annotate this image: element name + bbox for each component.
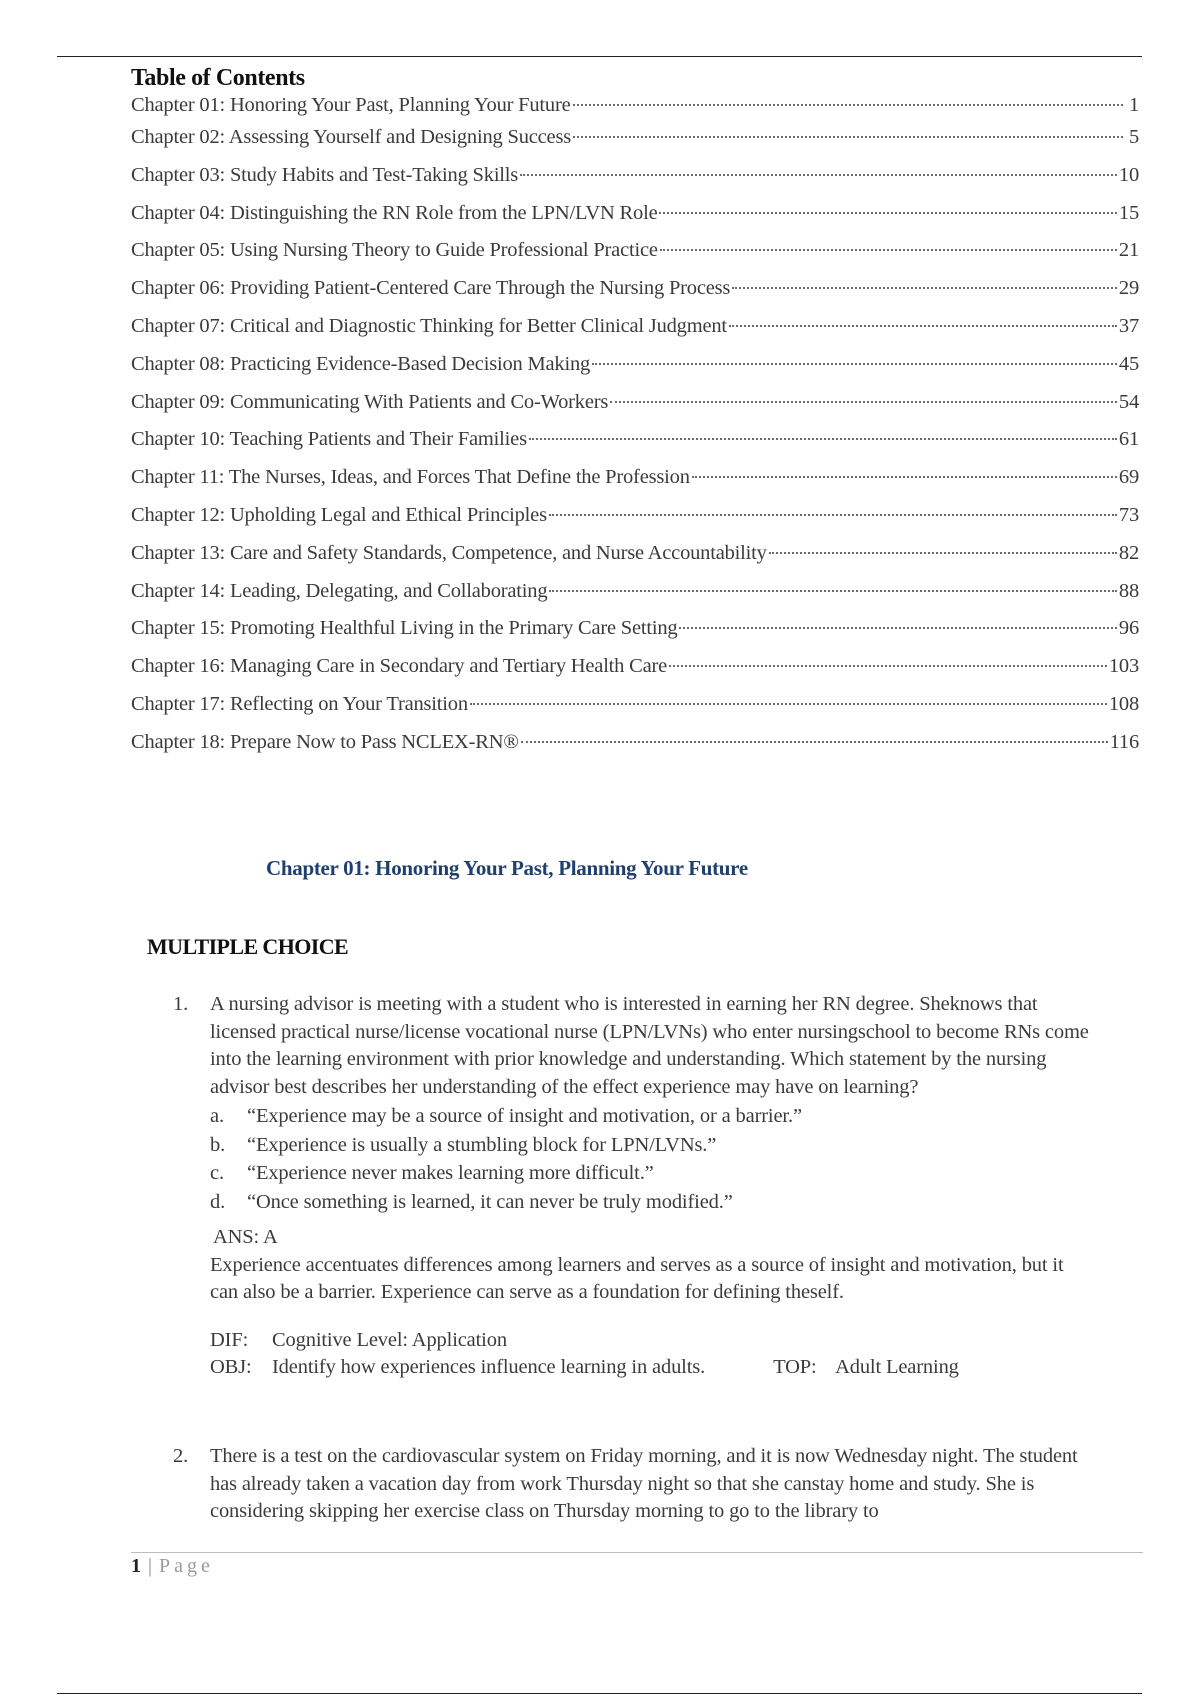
toc-entry-page: 103 [1108,655,1139,678]
dif-label: DIF: [210,1328,249,1351]
obj-label: OBJ: [210,1355,252,1378]
dot-leader [592,363,1117,365]
option-letter: b. [210,1133,226,1156]
question-stem: A nursing advisor is meeting with a student who is interested in earning her RN degree. Sheknows that licensed practical nurse/license vocational nurse (LPN/LVNs) who enter nursingschool to become RNs come into the learning environment with prior knowledge and understanding. Which statement by the nursing advisor best describes her understanding of the effect experience may have on learning? [210,993,1089,1098]
toc-entry-page: 54 [1118,390,1139,413]
dot-leader [679,627,1116,629]
answer-option [210,1131,1093,1160]
toc-entry[interactable] [131,731,1139,769]
dot-leader [520,174,1117,176]
dif-row [210,1327,1093,1354]
toc-entry[interactable] [131,617,1139,655]
toc-entry-title: Chapter 07: Critical and Diagnostic Thinking for Better Clinical Judgment [131,314,727,337]
answer-options [210,1102,1093,1216]
option-text: “Experience is usually a stumbling block for LPN/LVNs.” [247,1133,717,1156]
toc-list [131,94,1139,769]
dot-leader [729,325,1117,327]
footer-separator: | [148,1555,153,1577]
option-text: “Experience never makes learning more difficult.” [247,1162,654,1184]
dot-leader [573,136,1123,138]
toc-entry-title: Chapter 11: The Nurses, Ideas, and Forces That Define the Profession [131,466,690,489]
toc-entry-page: 82 [1118,541,1139,564]
toc-entry[interactable] [131,353,1139,391]
toc-entry-title: Chapter 06: Providing Patient-Centered Care Through the Nursing Process [131,277,731,300]
answer-option [210,1102,1093,1131]
toc-entry[interactable] [131,126,1139,164]
dot-leader [470,703,1107,705]
toc-entry-title: Chapter 03: Study Habits and Test-Taking Skills [131,163,519,186]
dot-leader [769,552,1117,554]
toc-entry-title: Chapter 15: Promoting Healthful Living in the Primary Care Setting [131,617,678,640]
answer-option [210,1188,1093,1217]
toc-entry-page: 45 [1118,352,1139,375]
toc-entry-page: 15 [1118,201,1139,224]
rationale: Experience accentuates differences among learners and serves as a source of insight and motivation, but it can also be a barrier. Experience can serve as a foundation for defining theself. [210,1253,1064,1303]
toc-entry-title: Chapter 16: Managing Care in Secondary and Tertiary Health Care [131,655,668,678]
dot-leader [573,104,1124,106]
option-letter: d. [210,1190,226,1213]
obj-row [210,1354,1093,1381]
toc-entry-page: 73 [1118,503,1139,526]
toc-entry-title: Chapter 18: Prepare Now to Pass NCLEX-RN® [131,730,519,753]
footer-rule [131,1552,1143,1553]
toc-entry-title: Chapter 10: Teaching Patients and Their Families [131,428,527,451]
toc-entry[interactable] [131,94,1139,126]
dot-leader [549,590,1116,592]
answer-block [210,1224,1093,1307]
toc-entry[interactable] [131,202,1139,240]
toc-entry-title: Chapter 17: Reflecting on Your Transition [131,692,468,715]
option-letter: c. [210,1162,224,1184]
toc-entry-title: Chapter 05: Using Nursing Theory to Guide Professional Practice [131,239,658,262]
option-text: “Once something is learned, it can never be truly modified.” [247,1190,733,1213]
section-heading: MULTIPLE CHOICE [147,934,349,959]
top-label: TOP: [773,1355,817,1378]
toc-entry-page: 108 [1108,692,1139,715]
question-2 [173,1443,1093,1526]
dot-leader [521,741,1108,743]
toc-entry-title: Chapter 01: Honoring Your Past, Planning Your Future [131,94,571,116]
toc-title: Table of Contents [131,65,305,91]
answer-option [210,1159,1093,1188]
toc-entry-page: 5 [1128,126,1139,148]
toc-entry-page: 88 [1118,579,1139,602]
toc-entry-page: 21 [1118,239,1139,262]
toc-entry[interactable] [131,580,1139,618]
page-number: 1 [131,1555,141,1577]
toc-entry[interactable] [131,277,1139,315]
toc-entry[interactable] [131,428,1139,466]
toc-entry-page: 37 [1118,314,1139,337]
toc-entry-page: 69 [1118,466,1139,489]
toc-entry[interactable] [131,542,1139,580]
toc-entry-title: Chapter 14: Leading, Delegating, and Collaborating [131,579,548,602]
dot-leader [692,476,1117,478]
dif-value: Cognitive Level: Application [272,1328,507,1351]
toc-entry[interactable] [131,164,1139,202]
dot-leader [549,514,1117,516]
obj-value: Identify how experiences influence learning in adults. [272,1355,706,1378]
toc-entry-title: Chapter 02: Assessing Yourself and Designing Success [131,126,572,148]
table-of-contents [131,62,1139,769]
toc-entry[interactable] [131,315,1139,353]
toc-entry-title: Chapter 09: Communicating With Patients and Co-Workers [131,390,609,413]
toc-entry-page: 61 [1118,428,1139,451]
dot-leader [659,212,1116,214]
dot-leader [732,287,1117,289]
toc-entry[interactable] [131,655,1139,693]
option-letter: a. [210,1105,224,1127]
toc-entry[interactable] [131,391,1139,429]
question-number: 2. [173,1445,189,1467]
toc-entry[interactable] [131,239,1139,277]
chapter-heading: Chapter 01: Honoring Your Past, Planning Your Future [266,856,748,880]
dot-leader [610,401,1117,403]
toc-entry[interactable] [131,466,1139,504]
question-stem: There is a test on the cardiovascular system on Friday morning, and it is now Wednesday night. The student has already taken a vacation day from work Thursday night so that she canstay home and study. She is considering skipping her exercise class on Thursday morning to go to the library to [210,1445,1078,1522]
answer-key: ANS: A [213,1226,278,1248]
topic [773,1354,959,1381]
toc-entry-page: 116 [1109,730,1139,753]
dot-leader [660,249,1117,251]
question-1 [173,991,1093,1381]
toc-entry-page: 1 [1128,94,1139,116]
page-footer [131,1555,214,1578]
top-value: Adult Learning [835,1355,959,1378]
toc-entry-title: Chapter 08: Practicing Evidence-Based Decision Making [131,352,591,375]
bottom-rule [57,1693,1142,1694]
dot-leader [529,438,1117,440]
option-text: “Experience may be a source of insight and motivation, or a barrier.” [247,1105,802,1127]
toc-entry[interactable] [131,504,1139,542]
toc-entry[interactable] [131,693,1139,731]
toc-entry-title: Chapter 13: Care and Safety Standards, Competence, and Nurse Accountability [131,541,767,564]
top-rule [57,56,1142,57]
question-number: 1. [173,993,189,1015]
toc-entry-page: 96 [1118,617,1139,640]
toc-entry-page: 10 [1118,163,1139,186]
toc-entry-title: Chapter 12: Upholding Legal and Ethical Principles [131,503,547,526]
toc-entry-title: Chapter 04: Distinguishing the RN Role from the LPN/LVN Role [131,201,658,224]
page-label: Page [159,1555,214,1577]
dot-leader [669,665,1107,667]
toc-entry-page: 29 [1118,277,1139,300]
question-metadata [210,1327,1093,1381]
